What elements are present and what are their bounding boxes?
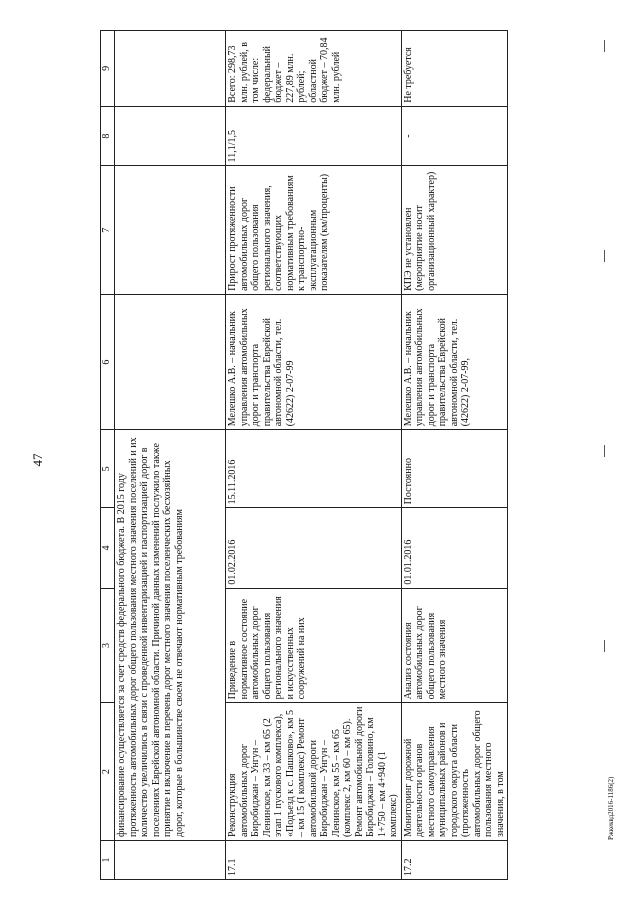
measure-name: Реконструкция автомобильных дорог Биробиджан – Унгун – Ленинское, км 33 – км 65 (2 этап 1 пускового комплекса), «Подъезд к с. Пашково», км 5 – км 15 (I комплекс) Ремонт автомобильной дороги Биробиджан – Унгун – Ленинское, км 55 – км 65 (комплекс 2, км 60 – км 65). Ремонт автомобильной дороги Биробиджан – Головино, км 1+750 – км 4+940 (1 комплекс) — [226, 703, 402, 841]
indicator-value: 11,1/1,5 — [226, 106, 402, 166]
end-date: Постоянно — [401, 430, 508, 508]
table-row — [226, 31, 402, 880]
column-number-row — [101, 31, 115, 880]
table-cell-empty — [115, 106, 226, 166]
rotated-table-container — [100, 30, 506, 880]
margin-mark — [604, 40, 605, 52]
measures-table — [100, 30, 508, 880]
end-date: 15.11.2016 — [226, 430, 402, 508]
funding: Всего: 298,73 млн. рублей, в том числе: федеральный бюджет – 227,89 млн. рублей; областной бюджет – 70,84 млн. рублей — [226, 31, 402, 107]
column-number: 9 — [101, 31, 115, 107]
start-date: 01.02.2016 — [226, 508, 402, 588]
responsible-person: Мелешко А.В. – начальник управления автомобильных дорог и транспорта правительства Еврейской автономной области, тел. (42622) 2-07-99 — [226, 294, 402, 429]
column-number: 7 — [101, 166, 115, 294]
row-number: 17.2 — [401, 841, 508, 880]
responsible-person: Мелешко А.В. – начальник управления автомобильных дорог и транспорта правительства Еврейской автономной области, тел. (42622) 2-07-99, — [401, 294, 508, 429]
indicator: КПЭ не установлен (мероприятие носит организационный характер) — [401, 166, 508, 294]
column-number: 2 — [101, 703, 115, 841]
table-cell-empty — [115, 31, 226, 107]
notice-text: финансирование осуществляется за счет средств федерального бюджета. В 2015 году протяженность автомобильных дорог общего пользования местного значения поселений и их количество увеличились в связи с проведенной инвентаризацией и паспортизацией дорог в поселениях Еврейской автономной области. Причиной данных изменений послужило также принятие и включение в перечень дорог местного значения поселенческих бесхозяйных дорог, которые в большинстве своем не отвечают нормативным требованиям — [115, 430, 226, 841]
funding: Не требуется — [401, 31, 508, 107]
column-number: 5 — [101, 430, 115, 508]
start-date: 01.01.2016 — [401, 508, 508, 588]
column-number: 6 — [101, 294, 115, 429]
margin-mark — [604, 445, 605, 457]
indicator: Прирост протяженности автомобильных дорог общего пользования регионального значения, соответствующих нормативным требованиям к транспортно-эксплуатационным показателям (км/проценты) — [226, 166, 402, 294]
column-number: 8 — [101, 106, 115, 166]
page-number: 47 — [30, 453, 45, 467]
notice-row — [115, 31, 226, 880]
table-cell-empty — [115, 166, 226, 294]
table-row — [401, 31, 508, 880]
margin-mark — [604, 640, 605, 652]
measure-name: Мониторинг дорожной деятельности органов местного самоуправления муниципальных районов и городского округа области (протяженность автомобильных дорог общего пользования местного значения, в том — [401, 703, 508, 841]
footer-code: Ржкеквд2016-1186(2) — [607, 776, 615, 840]
margin-mark — [604, 250, 605, 262]
table-cell-empty — [115, 294, 226, 429]
indicator-value: - — [401, 106, 508, 166]
column-number: 1 — [101, 841, 115, 880]
table-cell-empty — [115, 841, 226, 880]
column-number: 4 — [101, 508, 115, 588]
row-number: 17.1 — [226, 841, 402, 880]
expected-result: Приведение в нормативное состояние автомобильных дорог общего пользования регионального значения и искусственных сооружений на них — [226, 588, 402, 703]
expected-result: Анализ состояния автомобильных дорог общего пользования местного значения — [401, 588, 508, 703]
column-number: 3 — [101, 588, 115, 703]
